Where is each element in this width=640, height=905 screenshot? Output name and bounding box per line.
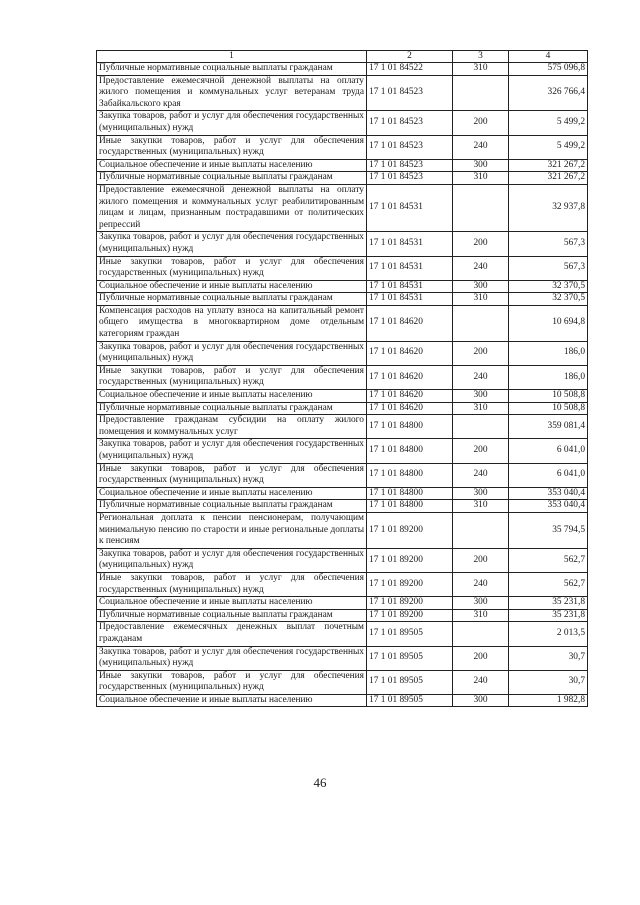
cell-amount: 35 231,8 <box>509 597 588 610</box>
cell-amount: 353 040,4 <box>509 487 588 500</box>
cell-description: Иные закупки товаров, работ и услуг для обеспечения государственных (муниципальных) нужд <box>97 463 367 487</box>
table-row <box>97 609 588 622</box>
cell-target-code: 17 1 01 84620 <box>367 341 453 365</box>
cell-description: Компенсация расходов на уплату взноса на капитальный ремонт общего имущества в многоквартирном доме отдельным категориям граждан <box>97 305 367 341</box>
cell-expense-type: 310 <box>453 402 509 415</box>
cell-expense-type <box>453 75 509 111</box>
cell-target-code: 17 1 01 89200 <box>367 548 453 572</box>
cell-description: Публичные нормативные социальные выплаты гражданам <box>97 293 367 306</box>
cell-amount: 10 508,8 <box>509 390 588 403</box>
cell-target-code: 17 1 01 84531 <box>367 256 453 280</box>
cell-target-code: 17 1 01 84531 <box>367 280 453 293</box>
cell-target-code: 17 1 01 89505 <box>367 670 453 694</box>
cell-expense-type <box>453 184 509 231</box>
table-row <box>97 159 588 172</box>
cell-description: Иные закупки товаров, работ и услуг для обеспечения государственных (муниципальных) нужд <box>97 365 367 389</box>
cell-target-code: 17 1 01 89200 <box>367 609 453 622</box>
cell-description: Публичные нормативные социальные выплаты гражданам <box>97 500 367 513</box>
header-row <box>97 51 588 63</box>
table-row <box>97 341 588 365</box>
cell-target-code: 17 1 01 84523 <box>367 75 453 111</box>
cell-amount: 321 267,2 <box>509 172 588 185</box>
cell-expense-type: 240 <box>453 670 509 694</box>
cell-amount: 359 081,4 <box>509 415 588 439</box>
table-row <box>97 305 588 341</box>
cell-expense-type: 200 <box>453 646 509 670</box>
cell-description: Социальное обеспечение и иные выплаты населению <box>97 280 367 293</box>
cell-amount: 562,7 <box>509 572 588 596</box>
cell-description: Социальное обеспечение и иные выплаты населению <box>97 390 367 403</box>
table-row <box>97 365 588 389</box>
table-row <box>97 548 588 572</box>
cell-expense-type: 300 <box>453 597 509 610</box>
cell-description: Закупка товаров, работ и услуг для обеспечения государственных (муниципальных) нужд <box>97 439 367 463</box>
cell-expense-type <box>453 305 509 341</box>
cell-expense-type: 300 <box>453 694 509 707</box>
cell-expense-type: 300 <box>453 280 509 293</box>
table-row <box>97 572 588 596</box>
cell-target-code: 17 1 01 84800 <box>367 439 453 463</box>
cell-description: Социальное обеспечение и иные выплаты населению <box>97 487 367 500</box>
cell-description: Публичные нормативные социальные выплаты гражданам <box>97 63 367 76</box>
cell-expense-type: 240 <box>453 135 509 159</box>
table-row <box>97 232 588 256</box>
table-row <box>97 500 588 513</box>
cell-amount: 2 013,5 <box>509 622 588 646</box>
cell-amount: 32 370,5 <box>509 293 588 306</box>
cell-amount: 326 766,4 <box>509 75 588 111</box>
table-row <box>97 293 588 306</box>
table-row <box>97 512 588 548</box>
cell-description: Социальное обеспечение и иные выплаты населению <box>97 159 367 172</box>
cell-amount: 186,0 <box>509 341 588 365</box>
cell-target-code: 17 1 01 89505 <box>367 694 453 707</box>
table-row <box>97 256 588 280</box>
cell-amount: 5 499,2 <box>509 111 588 135</box>
cell-description: Предоставление ежемесячных денежных выплат почетным гражданам <box>97 622 367 646</box>
cell-amount: 562,7 <box>509 548 588 572</box>
cell-amount: 10 508,8 <box>509 402 588 415</box>
cell-amount: 575 096,8 <box>509 63 588 76</box>
table-row <box>97 415 588 439</box>
cell-target-code: 17 1 01 84531 <box>367 293 453 306</box>
cell-amount: 186,0 <box>509 365 588 389</box>
cell-target-code: 17 1 01 84523 <box>367 172 453 185</box>
cell-amount: 32 937,8 <box>509 184 588 231</box>
cell-description: Иные закупки товаров, работ и услуг для обеспечения государственных (муниципальных) нужд <box>97 670 367 694</box>
table-row <box>97 622 588 646</box>
cell-target-code: 17 1 01 84800 <box>367 500 453 513</box>
table-row <box>97 172 588 185</box>
cell-amount: 10 694,8 <box>509 305 588 341</box>
cell-description: Иные закупки товаров, работ и услуг для обеспечения государственных (муниципальных) нужд <box>97 256 367 280</box>
cell-expense-type: 310 <box>453 172 509 185</box>
cell-expense-type: 300 <box>453 487 509 500</box>
cell-target-code: 17 1 01 84800 <box>367 463 453 487</box>
cell-description: Закупка товаров, работ и услуг для обеспечения государственных (муниципальных) нужд <box>97 341 367 365</box>
cell-expense-type: 200 <box>453 548 509 572</box>
column-header-3: 3 <box>453 51 509 63</box>
cell-description: Закупка товаров, работ и услуг для обеспечения государственных (муниципальных) нужд <box>97 646 367 670</box>
cell-target-code: 17 1 01 84620 <box>367 365 453 389</box>
cell-target-code: 17 1 01 84800 <box>367 415 453 439</box>
table-row <box>97 694 588 707</box>
cell-description: Социальное обеспечение и иные выплаты населению <box>97 694 367 707</box>
cell-description: Закупка товаров, работ и услуг для обеспечения государственных (муниципальных) нужд <box>97 232 367 256</box>
cell-target-code: 17 1 01 84523 <box>367 135 453 159</box>
table-row <box>97 670 588 694</box>
cell-expense-type <box>453 622 509 646</box>
cell-target-code: 17 1 01 89200 <box>367 597 453 610</box>
table-row <box>97 280 588 293</box>
cell-description: Публичные нормативные социальные выплаты гражданам <box>97 609 367 622</box>
cell-amount: 35 231,8 <box>509 609 588 622</box>
cell-expense-type: 240 <box>453 365 509 389</box>
table-row <box>97 402 588 415</box>
cell-target-code: 17 1 01 89505 <box>367 646 453 670</box>
cell-expense-type: 200 <box>453 439 509 463</box>
table-row <box>97 439 588 463</box>
cell-expense-type: 300 <box>453 159 509 172</box>
column-header-1: 1 <box>97 51 367 63</box>
cell-target-code: 17 1 01 84531 <box>367 232 453 256</box>
page-number: 46 <box>313 775 327 790</box>
table-row <box>97 463 588 487</box>
cell-description: Предоставление гражданам субсидии на оплату жилого помещения и коммунальных услуг <box>97 415 367 439</box>
table-row <box>97 63 588 76</box>
table-row <box>97 646 588 670</box>
table-body <box>97 63 588 707</box>
cell-description: Социальное обеспечение и иные выплаты населению <box>97 597 367 610</box>
cell-description: Иные закупки товаров, работ и услуг для обеспечения государственных (муниципальных) нужд <box>97 572 367 596</box>
table-row <box>97 390 588 403</box>
cell-expense-type: 240 <box>453 256 509 280</box>
cell-expense-type: 240 <box>453 463 509 487</box>
cell-amount: 35 794,5 <box>509 512 588 548</box>
cell-target-code: 17 1 01 84522 <box>367 63 453 76</box>
cell-description: Региональная доплата к пенсии пенсионерам, получающим минимальную пенсию по старости и иные региональные доплаты к пенсиям <box>97 512 367 548</box>
cell-amount: 321 267,2 <box>509 159 588 172</box>
column-header-4: 4 <box>509 51 588 63</box>
table-row <box>97 75 588 111</box>
cell-description: Предоставление ежемесячной денежной выплаты на оплату жилого помещения и коммунальных услуг ветеранам труда Забайкальского края <box>97 75 367 111</box>
cell-target-code: 17 1 01 84620 <box>367 402 453 415</box>
cell-amount: 353 040,4 <box>509 500 588 513</box>
cell-description: Предоставление ежемесячной денежной выплаты на оплату жилого помещения и коммунальных услуг реабилитированным лицам и лицам, признанным пострадавшими от политических репрессий <box>97 184 367 231</box>
cell-description: Публичные нормативные социальные выплаты гражданам <box>97 402 367 415</box>
cell-amount: 6 041,0 <box>509 463 588 487</box>
table-row <box>97 184 588 231</box>
cell-description: Закупка товаров, работ и услуг для обеспечения государственных (муниципальных) нужд <box>97 111 367 135</box>
cell-expense-type <box>453 512 509 548</box>
cell-expense-type: 240 <box>453 572 509 596</box>
cell-amount: 5 499,2 <box>509 135 588 159</box>
cell-target-code: 17 1 01 84620 <box>367 305 453 341</box>
cell-target-code: 17 1 01 84620 <box>367 390 453 403</box>
cell-expense-type: 310 <box>453 293 509 306</box>
cell-expense-type: 200 <box>453 111 509 135</box>
cell-amount: 30,7 <box>509 670 588 694</box>
cell-target-code: 17 1 01 84531 <box>367 184 453 231</box>
cell-expense-type: 200 <box>453 232 509 256</box>
cell-expense-type: 300 <box>453 390 509 403</box>
table-row <box>97 111 588 135</box>
table-row <box>97 135 588 159</box>
cell-amount: 6 041,0 <box>509 439 588 463</box>
cell-target-code: 17 1 01 84800 <box>367 487 453 500</box>
cell-target-code: 17 1 01 89200 <box>367 512 453 548</box>
cell-target-code: 17 1 01 84523 <box>367 159 453 172</box>
column-header-2: 2 <box>367 51 453 63</box>
cell-amount: 1 982,8 <box>509 694 588 707</box>
cell-expense-type: 200 <box>453 341 509 365</box>
cell-amount: 567,3 <box>509 256 588 280</box>
cell-description: Публичные нормативные социальные выплаты гражданам <box>97 172 367 185</box>
cell-target-code: 17 1 01 89505 <box>367 622 453 646</box>
cell-expense-type: 310 <box>453 63 509 76</box>
cell-amount: 30,7 <box>509 646 588 670</box>
cell-expense-type: 310 <box>453 500 509 513</box>
cell-target-code: 17 1 01 84523 <box>367 111 453 135</box>
cell-expense-type <box>453 415 509 439</box>
table-row <box>97 597 588 610</box>
cell-target-code: 17 1 01 89200 <box>367 572 453 596</box>
cell-amount: 32 370,5 <box>509 280 588 293</box>
cell-description: Иные закупки товаров, работ и услуг для обеспечения государственных (муниципальных) нужд <box>97 135 367 159</box>
cell-amount: 567,3 <box>509 232 588 256</box>
table-row <box>97 487 588 500</box>
cell-description: Закупка товаров, работ и услуг для обеспечения государственных (муниципальных) нужд <box>97 548 367 572</box>
cell-expense-type: 310 <box>453 609 509 622</box>
budget-table <box>96 50 588 707</box>
